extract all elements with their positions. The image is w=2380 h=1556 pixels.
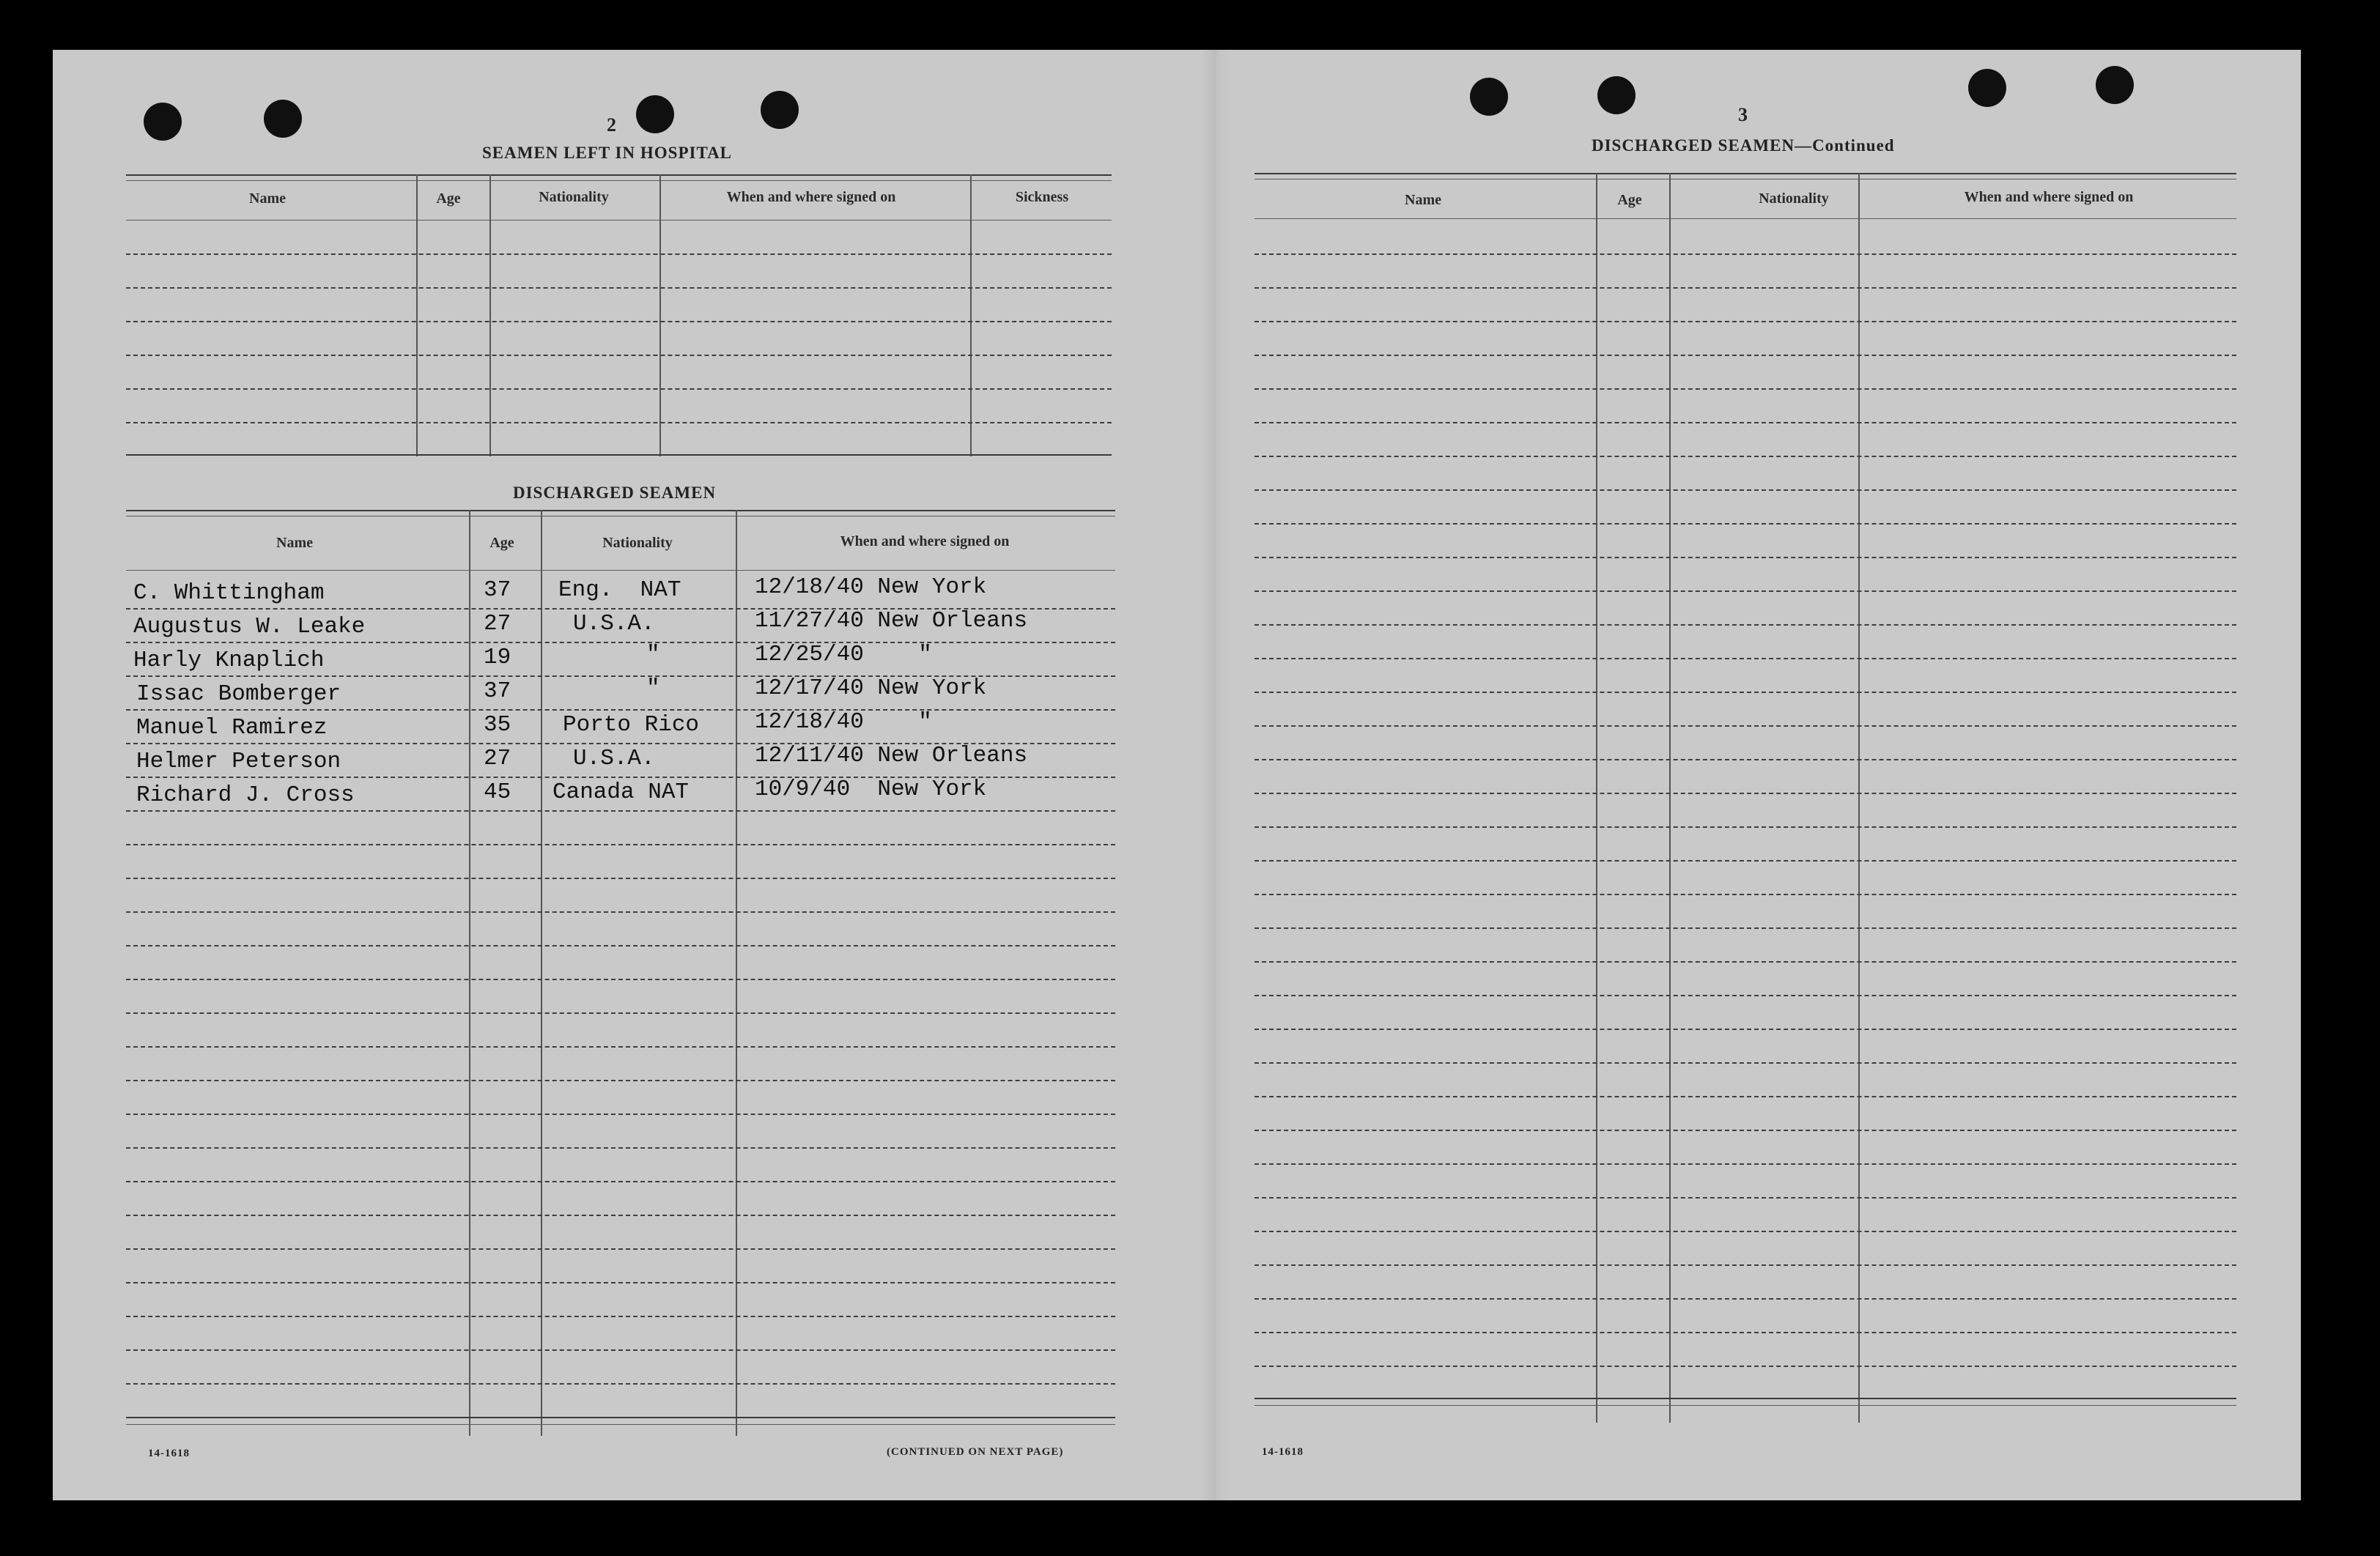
left-form-number: 14-1618 xyxy=(148,1448,190,1459)
punch-hole xyxy=(1470,78,1508,116)
discharged-signed-on: 12/11/40 New Orleans xyxy=(755,743,1028,768)
discharged-signed-on: 12/25/40 " xyxy=(755,642,932,667)
discharged-col-name: Name xyxy=(276,535,313,551)
discharged-col-age: Age xyxy=(489,535,514,551)
discharged-name: Helmer Peterson xyxy=(136,749,341,774)
discharged-age: 37 xyxy=(484,678,511,704)
discharged-signed-on: 12/17/40 New York xyxy=(755,675,987,701)
discharged-nationality: Eng. NAT xyxy=(558,577,681,603)
discharged-col-signed-on: When and where signed on xyxy=(840,533,1010,549)
discharged-nationality: U.S.A. xyxy=(573,746,655,771)
discharged-nationality: Canada NAT xyxy=(552,779,690,805)
discharged-signed-on: 11/27/40 New Orleans xyxy=(755,608,1028,634)
hospital-col-signed-on: When and where signed on xyxy=(726,189,896,205)
discharged-age: 27 xyxy=(484,746,511,771)
hospital-section-title: SEAMEN LEFT IN HOSPITAL xyxy=(482,144,733,162)
discharged-name: Augustus W. Leake xyxy=(133,614,366,640)
punch-hole xyxy=(2096,66,2134,104)
discharged-nationality: " xyxy=(646,675,660,701)
punch-hole xyxy=(636,95,674,133)
discharged-age: 45 xyxy=(484,779,511,805)
discharged-name: Issac Bomberger xyxy=(136,681,341,707)
right-form-number: 14-1618 xyxy=(1262,1446,1304,1458)
discharged-age: 37 xyxy=(484,577,511,603)
discharged-name: Harly Knaplich xyxy=(133,648,325,673)
right-col-age: Age xyxy=(1617,192,1642,208)
discharged-nationality: Porto Rico xyxy=(563,712,700,738)
hospital-col-age: Age xyxy=(436,190,461,207)
page-fold xyxy=(1200,50,1232,1500)
discharged-section-title: DISCHARGED SEAMEN xyxy=(513,484,717,502)
right-col-nationality: Nationality xyxy=(1759,190,1829,207)
discharged-signed-on: 12/18/40 New York xyxy=(755,574,987,600)
hospital-col-sickness: Sickness xyxy=(1015,189,1069,205)
discharged-name: Richard J. Cross xyxy=(136,782,355,808)
discharged-nationality: " xyxy=(646,642,660,667)
punch-hole xyxy=(144,103,182,141)
right-section-title: DISCHARGED SEAMEN—Continued xyxy=(1592,136,1895,155)
discharged-col-nationality: Nationality xyxy=(602,535,673,551)
discharged-name: C. Whittingham xyxy=(133,580,325,606)
discharged-signed-on: 10/9/40 New York xyxy=(755,777,987,802)
discharged-age: 19 xyxy=(484,645,511,670)
document-sheet xyxy=(53,50,2301,1500)
discharged-age: 35 xyxy=(484,712,511,738)
hospital-col-name: Name xyxy=(249,190,286,207)
right-col-name: Name xyxy=(1405,192,1441,208)
punch-hole xyxy=(1597,76,1636,114)
discharged-table xyxy=(126,510,1115,1436)
punch-hole xyxy=(1968,69,2006,107)
right-page-number: 3 xyxy=(1738,104,1748,125)
hospital-col-nationality: Nationality xyxy=(539,189,609,205)
left-page-number: 2 xyxy=(607,114,616,136)
punch-hole xyxy=(761,91,799,129)
discharged-name: Manuel Ramirez xyxy=(136,715,328,741)
discharged-continued-table xyxy=(1254,173,2236,1423)
discharged-signed-on: 12/18/40 " xyxy=(755,709,932,735)
punch-hole xyxy=(264,100,302,138)
continued-note: (CONTINUED ON NEXT PAGE) xyxy=(887,1446,1064,1458)
hospital-table xyxy=(126,174,1112,456)
discharged-age: 27 xyxy=(484,611,511,637)
right-col-signed-on: When and where signed on xyxy=(1964,189,2134,205)
discharged-nationality: U.S.A. xyxy=(573,611,655,637)
